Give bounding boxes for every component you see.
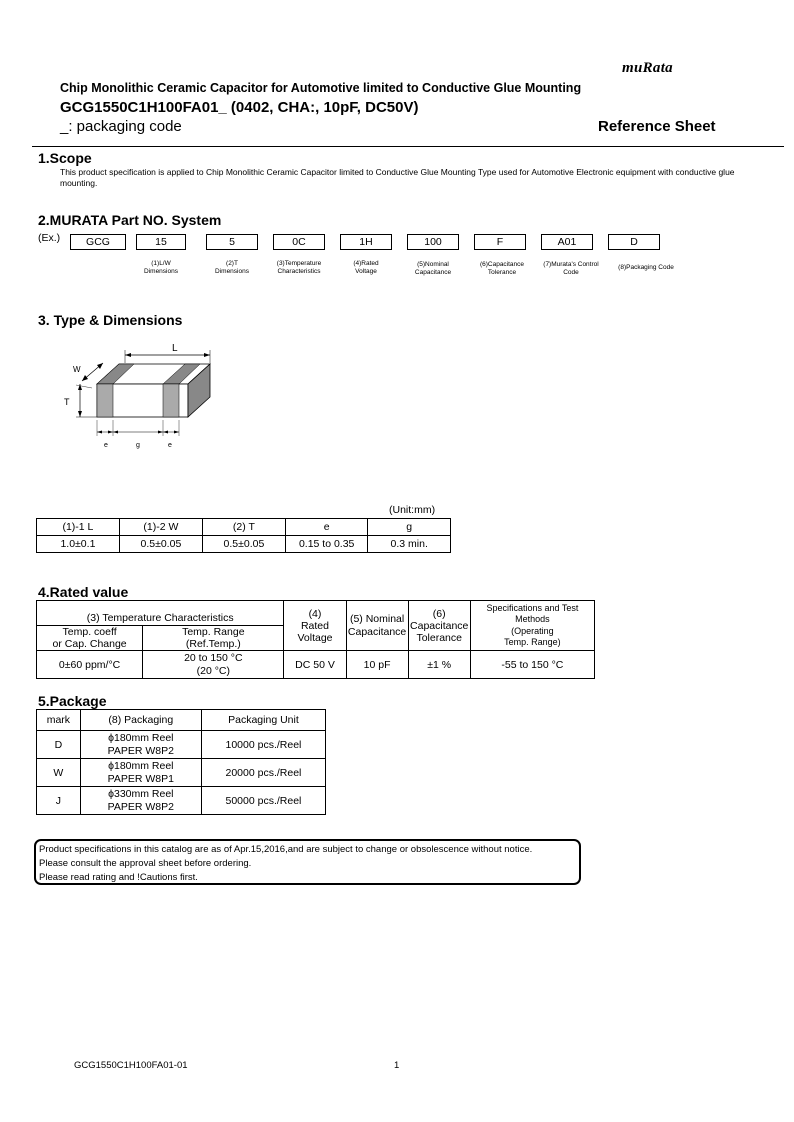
dim-label-w: W bbox=[73, 365, 81, 374]
code-box-series: GCG bbox=[70, 234, 126, 250]
rated-header-temp-char: (3) Temperature Characteristics bbox=[37, 601, 284, 626]
dim-value-e: 0.15 to 0.35 bbox=[285, 536, 368, 553]
package-header-unit: Packaging Unit bbox=[201, 710, 325, 731]
package-type: ϕ180mm Reel PAPER W8P2 bbox=[80, 731, 201, 759]
code-label-lw: (1)L/W Dimensions bbox=[144, 260, 178, 275]
package-header-mark: mark bbox=[37, 710, 81, 731]
code-label-capacitance: (5)Nominal Capacitance bbox=[414, 261, 452, 276]
capacitor-diagram bbox=[60, 336, 230, 456]
table-row bbox=[37, 731, 326, 759]
code-label-packaging: (8)Packaging Code bbox=[618, 264, 674, 271]
notice-line-2: Please consult the approval sheet before ordering. bbox=[39, 858, 252, 869]
scope-text: This product specification is applied to Chip Monolithic Ceramic Capacitor limited to Conductive Glue Mounting Type used for Automotive Electronic equipment with conductive glue mounting. bbox=[60, 167, 735, 188]
package-mark: J bbox=[37, 787, 81, 815]
dim-label-g: g bbox=[136, 442, 140, 449]
rated-header-capacitance: (5) Nominal Capacitance bbox=[346, 601, 408, 651]
rated-value-voltage: DC 50 V bbox=[284, 651, 346, 679]
murata-logo: muRata bbox=[622, 60, 673, 76]
package-unit: 50000 pcs./Reel bbox=[201, 787, 325, 815]
dimensions-table bbox=[36, 518, 451, 553]
rated-value-coeff: 0±60 ppm/°C bbox=[37, 651, 143, 679]
dim-value-g: 0.3 min. bbox=[368, 536, 451, 553]
rated-value-spec: -55 to 150 °C bbox=[470, 651, 594, 679]
package-unit: 20000 pcs./Reel bbox=[201, 759, 325, 787]
dim-label-e-left: e bbox=[104, 442, 108, 449]
footer-doc-id: GCG1550C1H100FA01-01 bbox=[74, 1060, 188, 1071]
reference-sheet-label: Reference Sheet bbox=[598, 118, 716, 135]
document-title: GCG1550C1H100FA01_ (0402, CHA:, 10pF, DC50V) bbox=[60, 99, 419, 116]
rated-value-capacitance: 10 pF bbox=[346, 651, 408, 679]
package-table bbox=[36, 709, 326, 815]
dim-header-t: (2) T bbox=[202, 519, 285, 536]
code-label-voltage: (4)Rated Voltage bbox=[353, 260, 379, 275]
dimensions-heading: 3. Type & Dimensions bbox=[38, 312, 183, 328]
rated-header-spec: Specifications and Test Methods (Operating Temp. Range) bbox=[470, 601, 594, 651]
code-box-temp: 0C bbox=[273, 234, 325, 250]
table-row bbox=[37, 787, 326, 815]
code-box-lw: 15 bbox=[136, 234, 186, 250]
rated-header-range: Temp. Range (Ref.Temp.) bbox=[143, 626, 284, 651]
rated-value-tolerance: ±1 % bbox=[408, 651, 470, 679]
notice-box bbox=[34, 839, 581, 885]
package-type: ϕ180mm Reel PAPER W8P1 bbox=[80, 759, 201, 787]
dim-label-l: L bbox=[172, 343, 178, 354]
rated-heading: 4.Rated value bbox=[38, 584, 129, 600]
dim-label-t: T bbox=[64, 397, 70, 407]
dim-header-l: (1)-1 L bbox=[37, 519, 120, 536]
code-box-capacitance: 100 bbox=[407, 234, 459, 250]
package-header-packaging: (8) Packaging bbox=[80, 710, 201, 731]
notice-line-1: Product specifications in this catalog are as of Apr.15,2016,and are subject to change or obsolescence without notice. bbox=[39, 844, 533, 855]
dim-value-t: 0.5±0.05 bbox=[202, 536, 285, 553]
packaging-code-note: _: packaging code bbox=[60, 118, 182, 135]
package-heading: 5.Package bbox=[38, 693, 107, 709]
dim-header-g: g bbox=[368, 519, 451, 536]
scope-heading: 1.Scope bbox=[38, 150, 92, 166]
dim-label-e-right: e bbox=[168, 442, 172, 449]
code-box-t: 5 bbox=[206, 234, 258, 250]
part-system-heading: 2.MURATA Part NO. System bbox=[38, 212, 222, 228]
code-label-temp: (3)Temperature Characteristics bbox=[276, 260, 322, 275]
dim-value-l: 1.0±0.1 bbox=[37, 536, 120, 553]
page-number: 1 bbox=[394, 1060, 400, 1071]
package-mark: W bbox=[37, 759, 81, 787]
rated-table bbox=[36, 600, 595, 679]
rated-value-range: 20 to 150 °C (20 °C) bbox=[143, 651, 284, 679]
rated-header-coeff: Temp. coeff or Cap. Change bbox=[37, 626, 143, 651]
header-divider bbox=[32, 146, 784, 147]
rated-header-voltage: (4) Rated Voltage bbox=[284, 601, 346, 651]
document-subtitle: Chip Monolithic Ceramic Capacitor for Automotive limited to Conductive Glue Mounting bbox=[60, 81, 582, 95]
package-unit: 10000 pcs./Reel bbox=[201, 731, 325, 759]
package-mark: D bbox=[37, 731, 81, 759]
dim-header-w: (1)-2 W bbox=[119, 519, 202, 536]
code-box-control: A01 bbox=[541, 234, 593, 250]
code-box-packaging: D bbox=[608, 234, 660, 250]
unit-label: (Unit:mm) bbox=[389, 504, 436, 516]
code-box-tolerance: F bbox=[474, 234, 526, 250]
dim-value-w: 0.5±0.05 bbox=[119, 536, 202, 553]
table-row bbox=[37, 759, 326, 787]
notice-line-3: Please read rating and !Cautions first. bbox=[39, 872, 198, 883]
package-type: ϕ330mm Reel PAPER W8P2 bbox=[80, 787, 201, 815]
code-label-t: (2)T Dimensions bbox=[215, 260, 249, 275]
rated-header-tolerance: (6) Capacitance Tolerance bbox=[408, 601, 470, 651]
code-box-voltage: 1H bbox=[340, 234, 392, 250]
code-label-tolerance: (6)Capacitance Tolerance bbox=[479, 261, 525, 276]
code-label-control: (7)Murata's Control Code bbox=[543, 261, 599, 276]
example-label: (Ex.) bbox=[38, 232, 61, 244]
dim-header-e: e bbox=[285, 519, 368, 536]
